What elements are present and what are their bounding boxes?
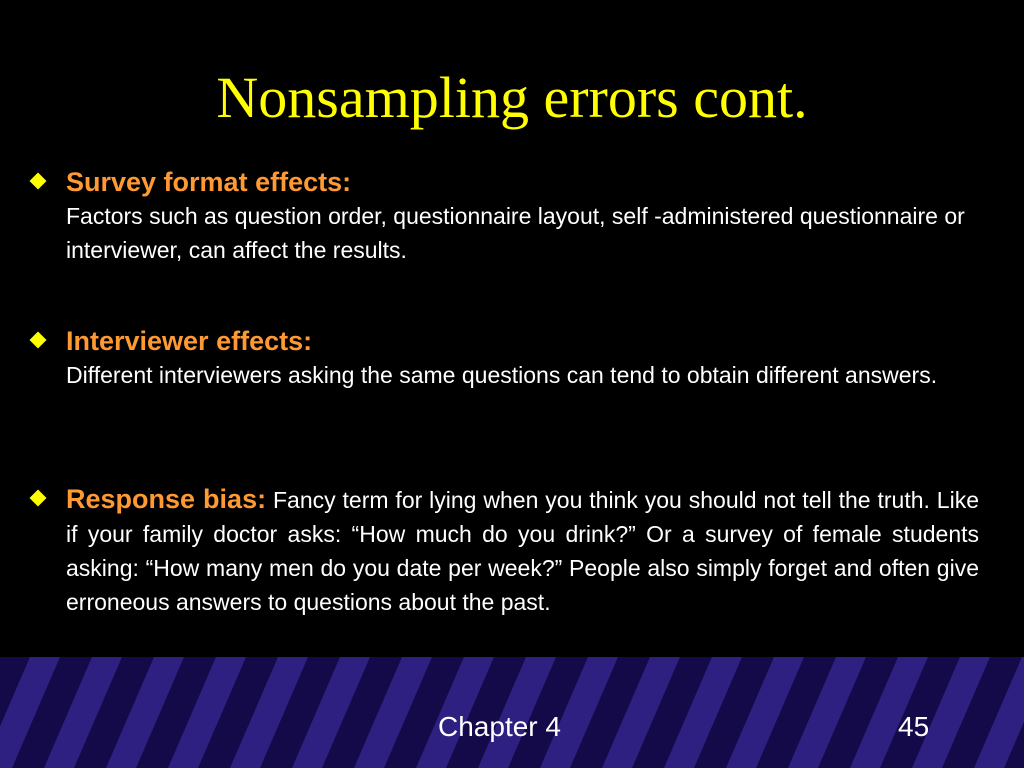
slide-title: Nonsampling errors cont. bbox=[216, 65, 808, 130]
bullet-heading: Survey format effects: bbox=[66, 167, 352, 197]
bullet-text: Different interviewers asking the same questions can tend to obtain different answers. bbox=[66, 362, 938, 388]
bullet-text: Factors such as question order, questionnaire layout, self -administered questionnaire or interviewer, can affect the results. bbox=[66, 203, 965, 263]
diamond-bullet-icon bbox=[30, 332, 47, 349]
bullet-body bbox=[66, 324, 979, 392]
bullet-text: Fancy term for lying when you think you should not tell the truth. Like if your family doctor asks: “How much do you drink?” Or a survey of female students asking: “How many men do you date per week?” People also simply forget and often give erroneous answers to questions about the past. bbox=[66, 487, 979, 615]
diamond-bullet-icon bbox=[30, 173, 47, 190]
bullet-body bbox=[66, 165, 979, 267]
diamond-bullet-icon bbox=[30, 490, 47, 507]
footer-page-number: 45 bbox=[898, 711, 930, 742]
bullet-heading: Response bias: bbox=[66, 484, 267, 514]
bullet-heading: Interviewer effects: bbox=[66, 326, 313, 356]
footer-chapter-label: Chapter 4 bbox=[438, 711, 561, 742]
bullet-body bbox=[66, 482, 979, 619]
